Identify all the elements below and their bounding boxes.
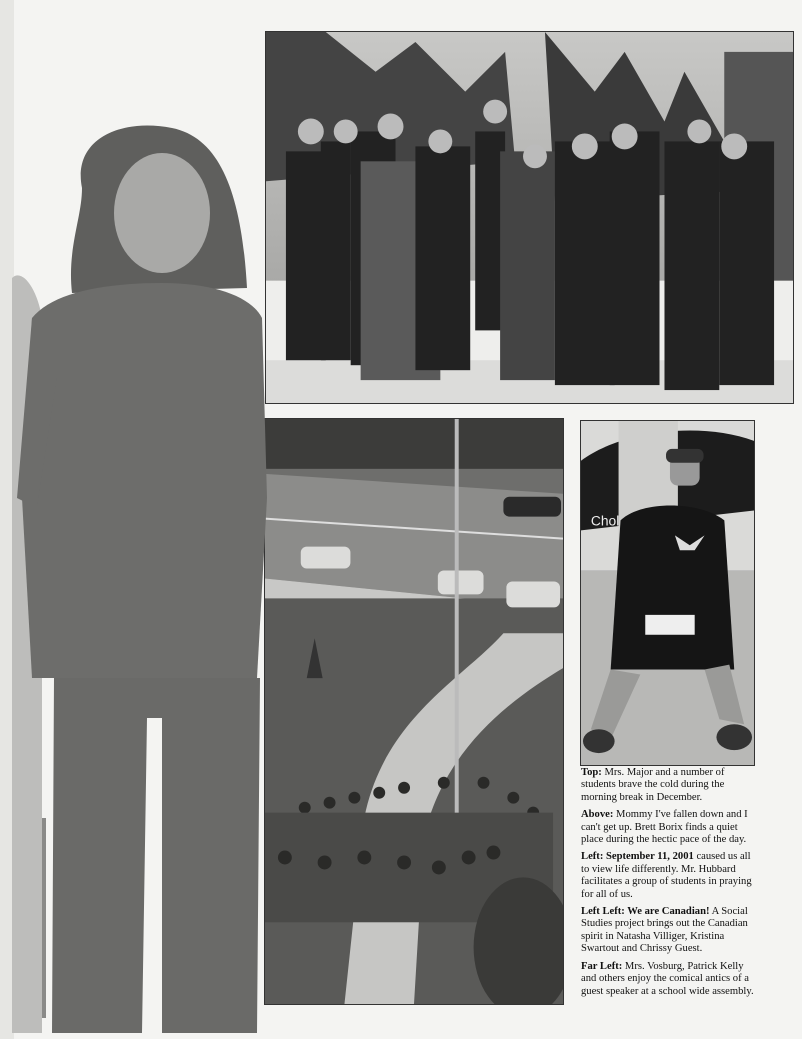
caption-far-left: Far Left: Mrs. Vosburg, Patrick Kelly and others enjoy the comical antics of a guest speaker at a school wide assembly. — [581, 960, 754, 997]
caption-left-left: Left Left: We are Canadian! A Social Studies project brings out the Canadian spirit in Natasha Villiger, Kristina Swartout and Chrissy Guest. — [581, 906, 748, 955]
photo-captions — [581, 767, 757, 1003]
sign-text: Chol — [590, 512, 620, 529]
caption-top: Top: Mrs. Major and a number of students brave the cold during the morning break in December. — [581, 767, 725, 803]
crowd-around-flagpole-image — [265, 419, 563, 1004]
top-photo — [265, 31, 794, 404]
student-sitting-image — [581, 421, 754, 765]
sitting-student-photo — [580, 420, 755, 766]
students-in-snow-image — [266, 32, 793, 403]
student-portrait-image — [12, 118, 268, 1033]
flagpole-photo — [264, 418, 564, 1005]
caption-left: Left: September 11, 2001 caused us all to view life differently. Mr. Hubbard facilitates a group of students in praying for all of us. — [581, 851, 752, 900]
caption-above: Above: Mommy I've fallen down and I can't get up. Brett Borix finds a quiet place during the hectic pace of the day. — [581, 809, 748, 846]
portrait-cutout — [12, 118, 268, 1033]
